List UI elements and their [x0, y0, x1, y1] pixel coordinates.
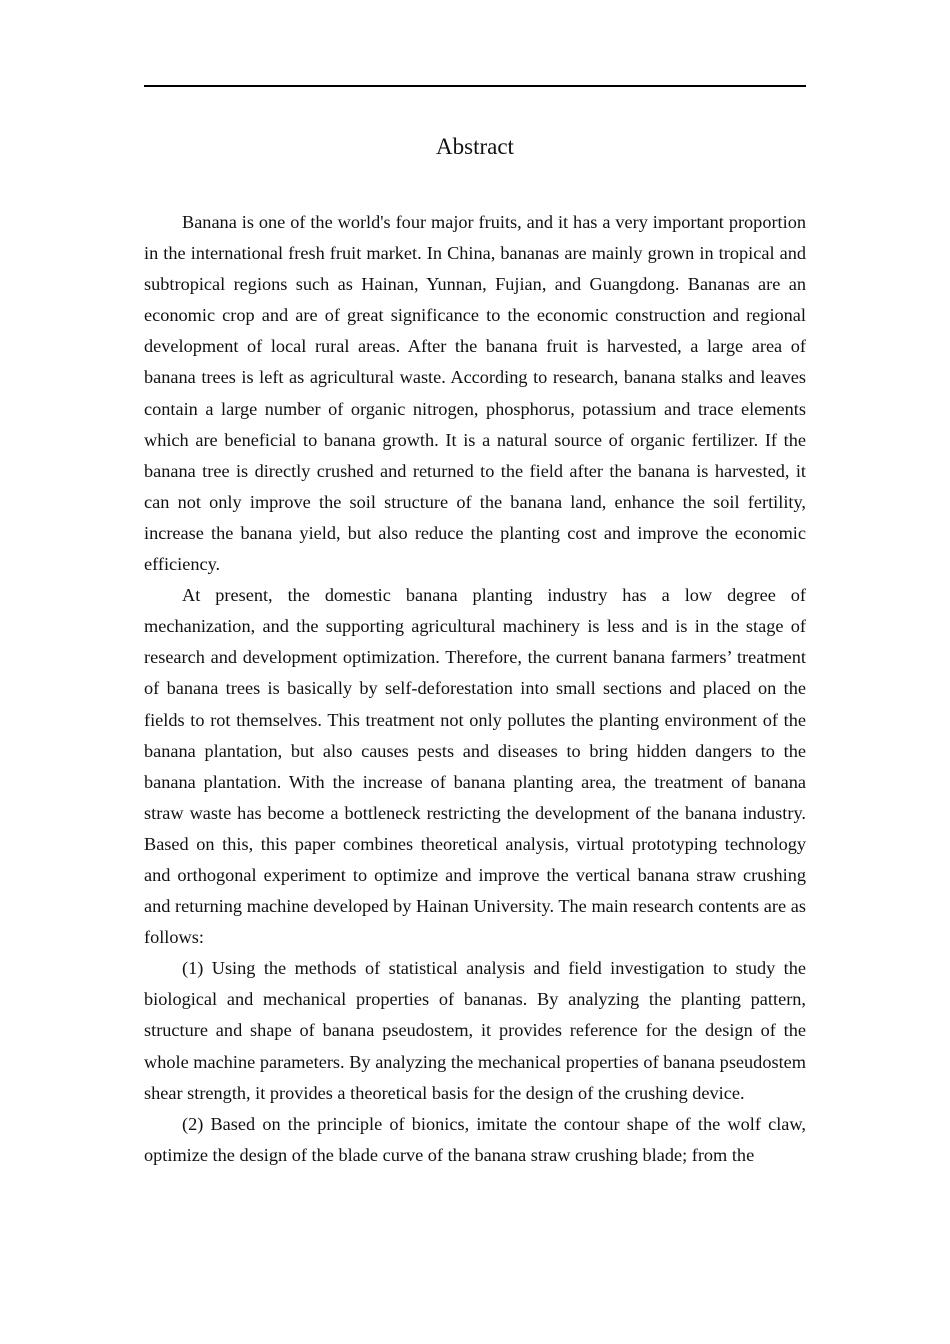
header-rule [144, 85, 806, 87]
paragraph: (2) Based on the principle of bionics, imitate the contour shape of the wolf claw, optimize the design of the blade curve of the banana straw crushing blade; from the [144, 1113, 806, 1165]
paragraph: Banana is one of the world's four major fruits, and it has a very important proportion in the international fresh fruit market. In China, bananas are mainly grown in tropical and subtropical regions such as Hainan, Yunnan, Fujian, and Guangdong. Bananas are an economic crop and are of great significance to the economic construction and regional development of local rural areas. After the banana fruit is harvested, a large area of banana trees is left as agricultural waste. According to research, banana stalks and leaves contain a large number of organic nitrogen, phosphorus, potassium and trace elements which are beneficial to banana growth. It is a natural source of organic fertilizer. If the banana tree is directly crushed and returned to the field after the banana is harvested, it can not only improve the soil structure of the banana land, enhance the soil fertility, increase the banana yield, but also reduce the planting cost and improve the economic efficiency. [144, 212, 806, 575]
paragraph: (1) Using the methods of statistical analysis and field investigation to study the biological and mechanical properties of bananas. By analyzing the planting pattern, structure and shape of banana pseudostem, it provides reference for the design of the whole machine parameters. By analyzing the mechanical properties of banana pseudostem shear strength, it provides a theoretical basis for the design of the crushing device. [144, 958, 806, 1103]
paragraph: At present, the domestic banana planting industry has a low degree of mechanization, and the supporting agricultural machinery is less and is in the stage of research and development optimization. Therefore, the current banana farmers’ treatment of banana trees is basically by self-deforestation into small sections and placed on the fields to rot themselves. This treatment not only pollutes the planting environment of the banana plantation, but also causes pests and diseases to bring hidden dangers to the banana plantation. With the increase of banana planting area, the treatment of banana straw waste has become a bottleneck restricting the development of the banana industry. Based on this, this paper combines theoretical analysis, virtual prototyping technology and orthogonal experiment to optimize and improve the vertical banana straw crushing and returning machine developed by Hainan University. The main research contents are as follows: [144, 585, 806, 948]
abstract-title: Abstract [436, 134, 514, 159]
abstract-body [144, 207, 806, 1171]
